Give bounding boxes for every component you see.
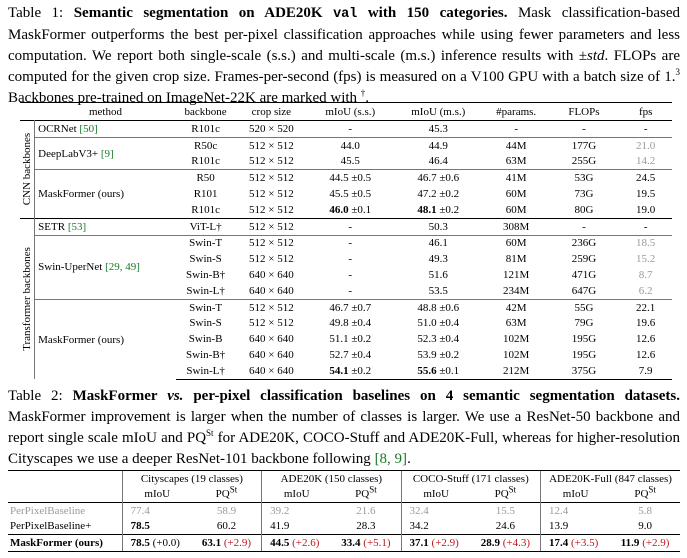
table-row: R101c 512 × 512 45.5 46.4 63M 255G 14.2 — [191, 155, 656, 168]
method-setr: SETR [53] — [35, 218, 177, 235]
table2 — [8, 470, 680, 552]
table-row: DeepLabV3+ [9] R50c 512 × 512 44.0 44.9 44M 177G 21.0 — [20, 137, 672, 153]
table-row: Swin-L† 640 × 640 54.1 ±0.2 55.6 ±0.1 212M 375G 7.9 — [20, 363, 672, 379]
table-row: R101c 512 × 512 46.0 ±0.1 48.1 ±0.2 60M 80G 19.0 — [191, 203, 656, 216]
header-crop: crop size — [235, 103, 308, 121]
method-maskformer-cnn: MaskFormer (ours) — [35, 170, 177, 218]
table-row: PerPixelBaseline 77.4 58.9 39.2 21.6 32.4 15.5 12.4 5.8 — [8, 503, 680, 519]
table2-dataset-row — [8, 471, 680, 487]
table-row: Swin-B† 640 × 640 52.7 ±0.4 53.9 ±0.2 102M 195G 12.6 — [186, 349, 656, 362]
table-row: Swin-B† 640 × 640 - 51.6 121M 471G 8.7 — [186, 269, 653, 282]
header-params: #params. — [484, 103, 549, 121]
table2-metric-row: mIoU $PQ^{St}$ mIoU $PQ^{St}$ mIoU $PQ^{St}$ mIoU $PQ^{St}$ — [8, 487, 680, 503]
table-row: MaskFormer (ours) R50 512 × 512 44.5 ±0.5 46.7 ±0.6 41M 53G 24.5 — [20, 170, 672, 186]
header-flops: FLOPs — [549, 103, 620, 121]
group-label-transformer: Transformer backbones — [20, 218, 35, 379]
group-label-cnn: CNN backbones — [20, 121, 35, 219]
table-row: Swin-B 640 × 640 51.1 ±0.2 52.3 ±0.4 102M 195G 12.6 — [188, 333, 656, 346]
method-deeplab: DeepLabV3+ [9] — [35, 137, 177, 170]
dataset-ade20k-full: ADE20K-Full (847 classes) — [541, 471, 680, 487]
method-swin-upernet: Swin-UperNet [29, 49] — [35, 235, 177, 299]
table2-title: MaskFormer vs. per-pixel classification baselines on 4 semantic segmentation datasets. — [72, 388, 681, 404]
header-miou-ss: mIoU (s.s.) — [308, 103, 393, 121]
table1-header-row — [20, 103, 672, 121]
method-ocrnet: OCRNet [50] — [35, 121, 177, 138]
table-row: Transformer backbones SETR [53] ViT-L† 512 × 512 - 50.3 308M - - — [20, 218, 672, 235]
table-row: R101 512 × 512 45.5 ±0.5 47.2 ±0.2 60M 73G 19.5 — [193, 188, 656, 201]
table-row: Swin-S 512 × 512 49.8 ±0.4 51.0 ±0.4 63M 79G 19.6 — [189, 317, 656, 330]
dataset-cityscapes: Cityscapes (19 classes) — [122, 471, 261, 487]
header-fps: fps — [619, 103, 672, 121]
header-method: method — [35, 103, 177, 121]
table2-label: Table 2: — [8, 388, 63, 404]
table-row: MaskFormer (ours) Swin-T 512 × 512 46.7 ±0.7 48.8 ±0.6 42M 55G 22.1 — [20, 299, 672, 315]
table-row: CNN backbones OCRNet [50] R101c 520 × 520 - 45.3 - - - — [20, 121, 672, 138]
table-row: Swin-S 512 × 512 - 49.3 81M 259G 15.2 — [189, 253, 656, 266]
dataset-coco-stuff: COCO-Stuff (171 classes) — [401, 471, 540, 487]
table1 — [20, 102, 672, 380]
header-miou-ms: mIoU (m.s.) — [393, 103, 484, 121]
table-row: MaskFormer (ours) 78.5 (+0.0) 63.1 (+2.9) 44.5 (+2.6) 33.4 (+5.1) 37.1 (+2.9) 28.9 (+4.3) 17.4 (+3.5) 11.9 (+2.9) — [8, 535, 680, 552]
table-row: PerPixelBaseline+ 78.5 60.2 41.9 28.3 34.2 24.6 13.9 9.0 — [8, 519, 680, 535]
header-backbone: backbone — [176, 103, 235, 121]
table1-title: Semantic segmentation on ADE20K val with 150 categories. — [73, 5, 508, 22]
table1-label: Table 1: — [8, 5, 64, 21]
method-maskformer-transformer: MaskFormer (ours) — [35, 299, 177, 379]
table-row: Swin-L† 640 × 640 - 53.5 234M 647G 6.2 — [186, 284, 653, 297]
table2-caption: Table 2: MaskFormer vs. per-pixel classification baselines on 4 semantic segmentation datasets. MaskFormer improvement is larger when the number of classes is larger. We use a ResNet-50 backbone and report single scale mIoU and $PQ^{St}$ for ADE20K, COCO-Stuff and ADE20K-Full, whereas for higher-resolution Cityscapes we use a deeper ResNet-101 backbone following [8, 9]. — [8, 388, 681, 467]
dataset-ade20k: ADE20K (150 classes) — [262, 471, 401, 487]
table-row: Swin-UperNet [29, 49] Swin-T 512 × 512 - 46.1 60M 236G 18.5 — [20, 235, 672, 251]
table1-caption: Table 1: Semantic segmentation on ADE20K val with 150 categories. Mask classification-based MaskFormer outperforms the best per-pixel classification approaches while using fewer parameters and less computation. We report both single-scale (s.s.) and multi-scale (m.s.) inference results with ±std. FLOPs are computed for the given crop size. Frames-per-second (fps) is measured on a V100 GPU with a batch size of 1.$^3$ Backbones pre-trained on ImageNet-22K are marked with †. — [8, 5, 681, 106]
